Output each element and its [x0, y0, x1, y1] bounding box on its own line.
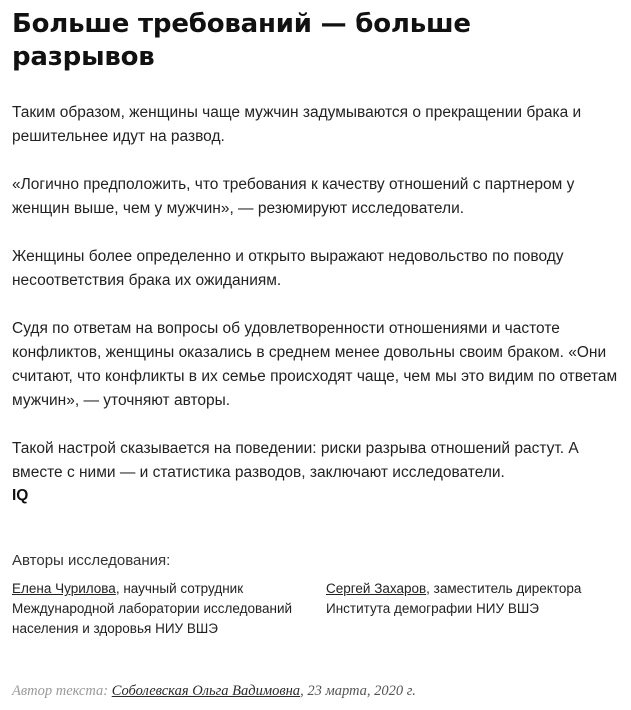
paragraph: Такой настрой сказывается на поведении: риски разрыва отношений растут. А вместе с ними — и статистика разводов, заключают исследователи. — [12, 440, 579, 481]
research-authors — [12, 551, 622, 639]
article-title: Больше требований — больше разрывов — [12, 9, 471, 72]
paragraph: «Логично предположить, что требования к качеству отношений с партнером у женщин выше, чем у мужчин», — резюмируют исследователи. — [12, 176, 575, 217]
brand-signature: IQ — [12, 487, 29, 504]
paragraph: Женщины более определенно и открыто выражают недовольство по поводу несоответствия брака их ожиданиям. — [12, 248, 564, 289]
credit-writer-link[interactable]: Соболевская Ольга Вадимовна — [111, 683, 301, 699]
credit-date: , 23 марта, 2020 г. — [300, 683, 416, 699]
article — [12, 8, 622, 507]
authors-list — [12, 579, 622, 639]
author-role: , научный сотрудник Международной лаборатории исследований населения и здоровья НИУ ВШЭ — [12, 581, 293, 636]
author-card — [326, 579, 616, 639]
authors-heading: Авторы исследования: — [12, 552, 171, 569]
paragraph: Судя по ответам на вопросы об удовлетворенности отношениями и частоте конфликтов, женщины оказались в среднем менее довольны своим браком. «Они считают, что конфликты в их семье происходят чаще, чем мы это видим по ответам мужчин», — уточняют авторы. — [12, 320, 618, 409]
paragraph: Таким образом, женщины чаще мужчин задумываются о прекращении брака и решительнее идут на развод. — [12, 104, 582, 145]
text-author-credit — [12, 681, 416, 701]
author-name-link[interactable]: Елена Чурилова — [12, 581, 116, 596]
author-role: , заместитель директора Института демографии НИУ ВШЭ — [326, 581, 582, 616]
author-name-link[interactable]: Сергей Захаров — [326, 581, 427, 596]
author-card — [12, 579, 312, 639]
article-body — [12, 101, 622, 507]
credit-label: Автор текста: — [12, 683, 112, 699]
